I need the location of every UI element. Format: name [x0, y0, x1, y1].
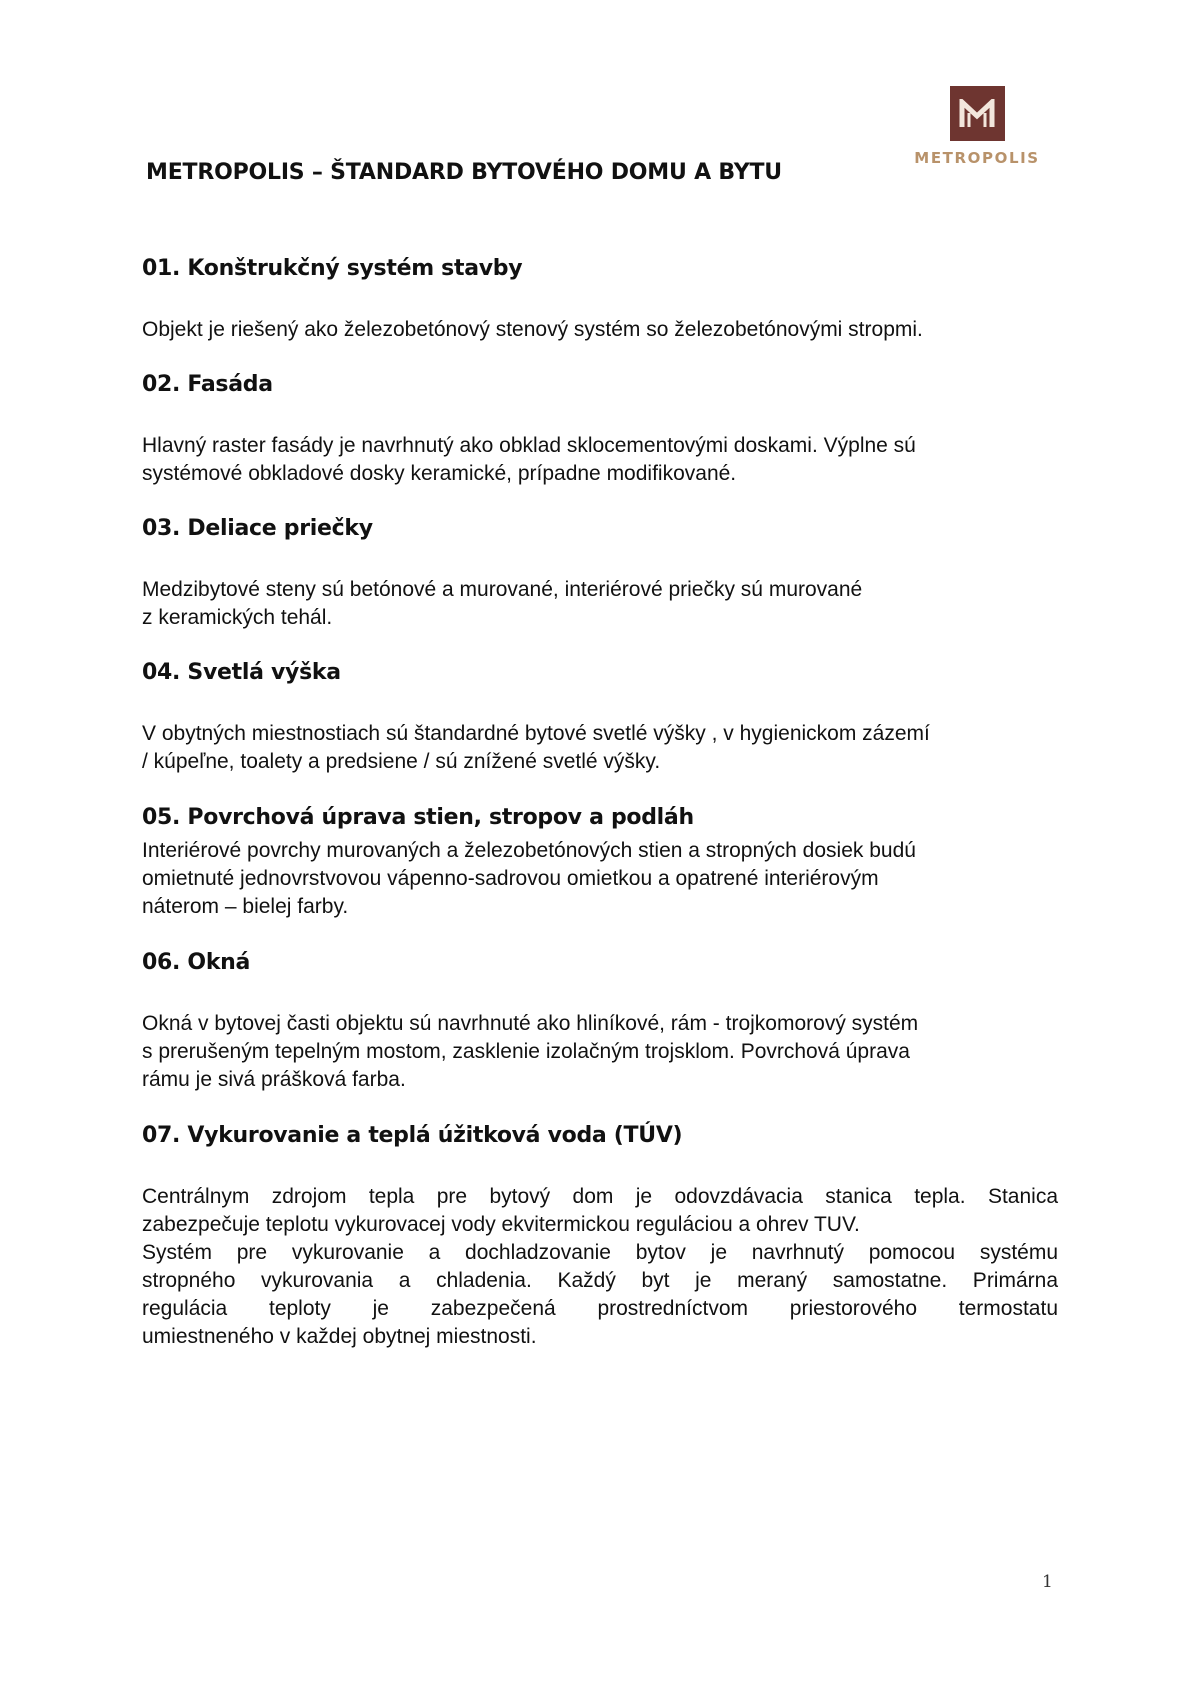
text-line: umiestneného v každej obytnej miestnosti. — [142, 1325, 537, 1348]
section-body-03 — [142, 576, 1058, 632]
section-heading-07: 07. Vykurovanie a teplá úžitková voda (TÚV) — [142, 1123, 683, 1148]
text-line: regulácia teploty je zabezpečená prostredníctvom priestorového termostatu — [142, 1297, 1058, 1320]
text-line: omietnuté jednovrstvovou vápenno-sadrovou omietkou a opatrené interiérovým — [142, 867, 879, 890]
text-line: Objekt je riešený ako železobetónový stenový systém so železobetónovými stropmi. — [142, 318, 923, 341]
text-line: Systém pre vykurovanie a dochladzovanie bytov je navrhnutý pomocou systému — [142, 1241, 1058, 1264]
text-line: V obytných miestnostiach sú štandardné bytové svetlé výšky , v hygienickom zázemí — [142, 722, 930, 745]
section-heading-03: 03. Deliace priečky — [142, 516, 373, 541]
text-line: Medzibytové steny sú betónové a murované, interiérové priečky sú murované — [142, 578, 863, 601]
section-heading-02: 02. Fasáda — [142, 372, 273, 397]
text-line: Okná v bytovej časti objektu sú navrhnuté ako hliníkové, rám - trojkomorový systém — [142, 1012, 919, 1035]
text-line: / kúpeľne, toalety a predsiene / sú znížené svetlé výšky. — [142, 750, 661, 773]
text-line: z keramických tehál. — [142, 606, 333, 629]
section-heading-06: 06. Okná — [142, 950, 251, 975]
section-body-05 — [142, 837, 1058, 921]
section-heading-05: 05. Povrchová úprava stien, stropov a podláh — [142, 805, 694, 830]
text-line: stropného vykurovania a chladenia. Každý byt je meraný samostatne. Primárna — [142, 1269, 1058, 1292]
text-line: náterom – bielej farby. — [142, 895, 349, 918]
page-number: 1 — [1042, 1572, 1053, 1592]
section-heading-04: 04. Svetlá výška — [142, 660, 341, 685]
section-body-07 — [142, 1183, 1058, 1351]
document-title: METROPOLIS – ŠTANDARD BYTOVÉHO DOMU A BYTU — [146, 160, 782, 185]
section-heading-01: 01. Konštrukčný systém stavby — [142, 256, 523, 281]
text-line: Interiérové povrchy murovaných a železobetónových stien a stropných dosiek budú — [142, 839, 916, 862]
section-body-06 — [142, 1010, 1058, 1094]
text-line: rámu je sivá prášková farba. — [142, 1068, 406, 1091]
section-body-02 — [142, 432, 1058, 488]
text-line: Hlavný raster fasády je navrhnutý ako obklad sklocementovými doskami. Výplne sú — [142, 434, 916, 457]
section-body-04 — [142, 720, 1058, 776]
text-line: systémové obkladové dosky keramické, prípadne modifikované. — [142, 462, 737, 485]
text-line: Centrálnym zdrojom tepla pre bytový dom je odovzdávacia stanica tepla. Stanica — [142, 1185, 1058, 1208]
text-line: s prerušeným tepelným mostom, zasklenie izolačným trojsklom. Povrchová úprava — [142, 1040, 910, 1063]
text-line: zabezpečuje teplotu vykurovacej vody ekvitermickou reguláciou a ohrev TUV. — [142, 1213, 860, 1236]
logo-wordmark: METROPOLIS — [914, 149, 1040, 167]
m-monogram-icon — [950, 86, 1005, 141]
metropolis-logo — [912, 86, 1042, 167]
section-body-01 — [142, 316, 1058, 344]
